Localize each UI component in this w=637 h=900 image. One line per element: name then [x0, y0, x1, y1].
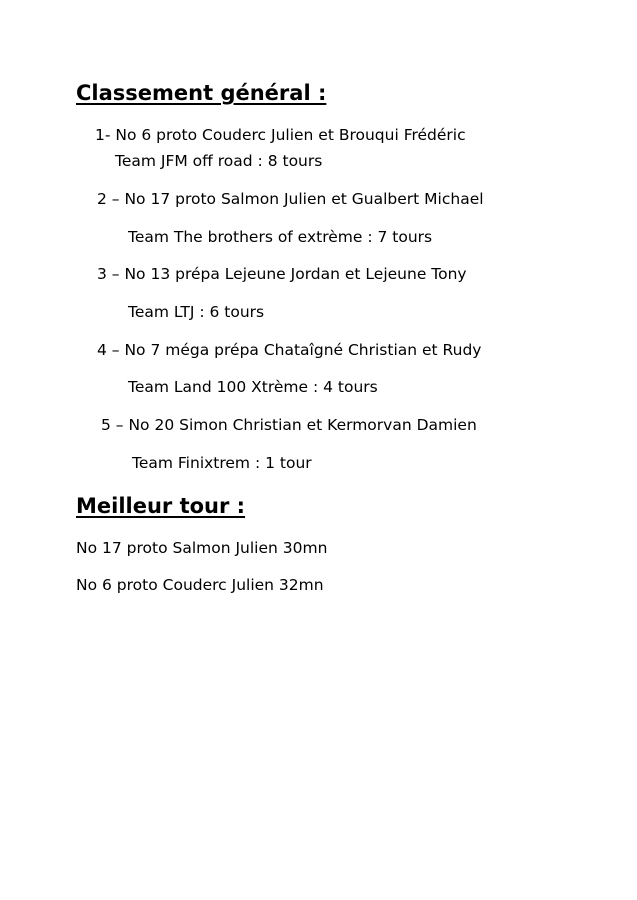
classement-entry-1-line2: Team JFM off road : 8 tours [115, 152, 323, 170]
meilleur-tour-heading: Meilleur tour : [76, 494, 246, 518]
classement-entry-4-line1: 4 – No 7 méga prépa Chataîgné Christian et Rudy [97, 341, 482, 359]
classement-entry-5-line1: 5 – No 20 Simon Christian et Kermorvan Damien [101, 416, 477, 434]
classement-entry-2-line1: 2 – No 17 proto Salmon Julien et Gualbert Michael [97, 190, 484, 208]
meilleur-tour-line-1: No 17 proto Salmon Julien 30mn [76, 539, 328, 557]
classement-heading: Classement général : [76, 81, 327, 105]
classement-entry-5-line2: Team Finixtrem : 1 tour [132, 454, 312, 472]
classement-entry-4-line2: Team Land 100 Xtrème : 4 tours [128, 378, 378, 396]
classement-entry-2-line2: Team The brothers of extrème : 7 tours [128, 228, 433, 246]
classement-entry-3-line1: 3 – No 13 prépa Lejeune Jordan et Lejeune Tony [97, 265, 467, 283]
meilleur-tour-line-2: No 6 proto Couderc Julien 32mn [76, 576, 324, 594]
classement-entry-3-line2: Team LTJ : 6 tours [128, 303, 265, 321]
classement-entry-1-line1: 1- No 6 proto Couderc Julien et Brouqui Frédéric [95, 126, 466, 144]
